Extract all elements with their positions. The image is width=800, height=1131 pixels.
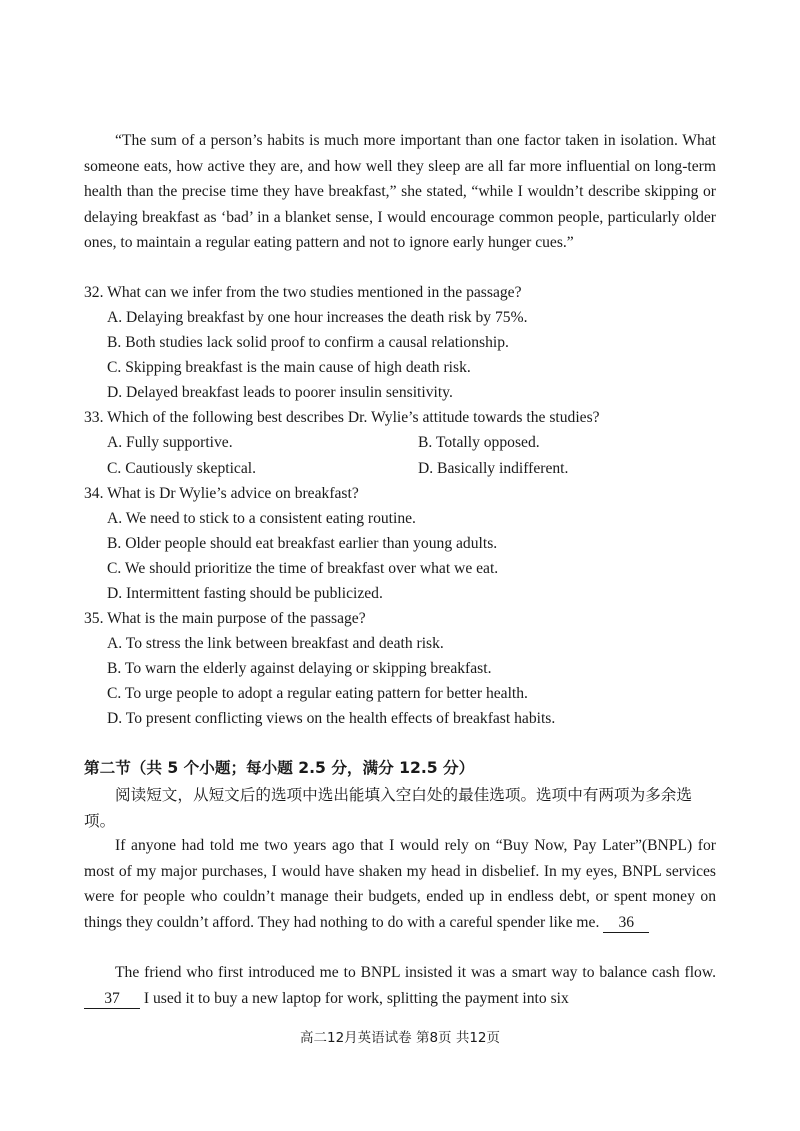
question-32-option-d[interactable]: D. Delayed breakfast leads to poorer insulin sensitivity. <box>107 384 453 401</box>
question-34-option-d[interactable]: D. Intermittent fasting should be publicized. <box>107 585 383 602</box>
question-35-option-c[interactable]: C. To urge people to adopt a regular eating pattern for better health. <box>107 685 528 702</box>
question-35-option-b[interactable]: B. To warn the elderly against delaying or skipping breakfast. <box>107 660 492 677</box>
blank-37[interactable]: 37 <box>84 990 140 1009</box>
question-33-option-c[interactable]: C. Cautiously skeptical. <box>107 460 256 477</box>
passage-closing-paragraph: “The sum of a person’s habits is much more important than one factor taken in isolation. What someone eats, how active they are, and how well they sleep are all far more influential on long-term health than the precise time they have breakfast,” she stated, “while I wouldn’t describe skipping or delaying breakfast as ‘bad’ in a blanket sense, I would encourage common people, particularly older ones, to maintain a regular eating pattern and not to ignore early hunger cues.” <box>84 132 716 251</box>
cloze-paragraph-1: If anyone had told me two years ago that I would rely on “Buy Now, Pay Later”(BNPL) for most of my major purchases, I would have shaken my head in disbelief. In my eyes, BNPL services were for people who couldn’t manage their budgets, ended up in endless debt, or spent money on things they couldn’t afford. They had nothing to do with a careful spender like me. 36 <box>84 837 716 931</box>
question-32-option-c[interactable]: C. Skipping breakfast is the main cause of high death risk. <box>107 359 471 376</box>
question-34-option-c[interactable]: C. We should prioritize the time of breakfast over what we eat. <box>107 560 499 577</box>
question-34-option-b[interactable]: B. Older people should eat breakfast earlier than young adults. <box>107 535 498 552</box>
cloze-paragraph-2: The friend who first introduced me to BNPL insisted it was a smart way to balance cash flow. 37 I used it to buy a new laptop for work, splitting the payment into six <box>84 960 716 1011</box>
page-footer: 高二12月英语试卷 第8页 共12页 <box>299 1030 501 1046</box>
question-35-option-d[interactable]: D. To present conflicting views on the health effects of breakfast habits. <box>107 710 556 727</box>
question-34-option-a[interactable]: A. We need to stick to a consistent eating routine. <box>107 510 416 527</box>
question-33-option-d[interactable]: D. Basically indifferent. <box>418 460 569 477</box>
question-35-option-a[interactable]: A. To stress the link between breakfast and death risk. <box>107 635 444 652</box>
section-2-instruction: 阅读短文，从短文后的选项中选出能填入空白处的最佳选项。选项中有两项为多余选项。 <box>84 786 692 830</box>
section-2-heading: 第二节（共 5 个小题；每小题 2.5 分，满分 12.5 分） <box>84 759 475 777</box>
question-32-stem: 32. What can we infer from the two studies mentioned in the passage? <box>84 284 522 301</box>
blank-36[interactable]: 36 <box>603 914 649 933</box>
question-35-stem: 35. What is the main purpose of the passage? <box>84 610 366 627</box>
question-34-stem: 34. What is Dr Wylie’s advice on breakfast? <box>84 485 359 502</box>
question-33-option-a[interactable]: A. Fully supportive. <box>107 434 233 451</box>
question-33-option-b[interactable]: B. Totally opposed. <box>418 434 540 451</box>
question-33-stem: 33. Which of the following best describes Dr. Wylie’s attitude towards the studies? <box>84 409 600 426</box>
question-32-option-a[interactable]: A. Delaying breakfast by one hour increases the death risk by 75%. <box>107 309 528 326</box>
question-32-option-b[interactable]: B. Both studies lack solid proof to confirm a causal relationship. <box>107 334 509 351</box>
